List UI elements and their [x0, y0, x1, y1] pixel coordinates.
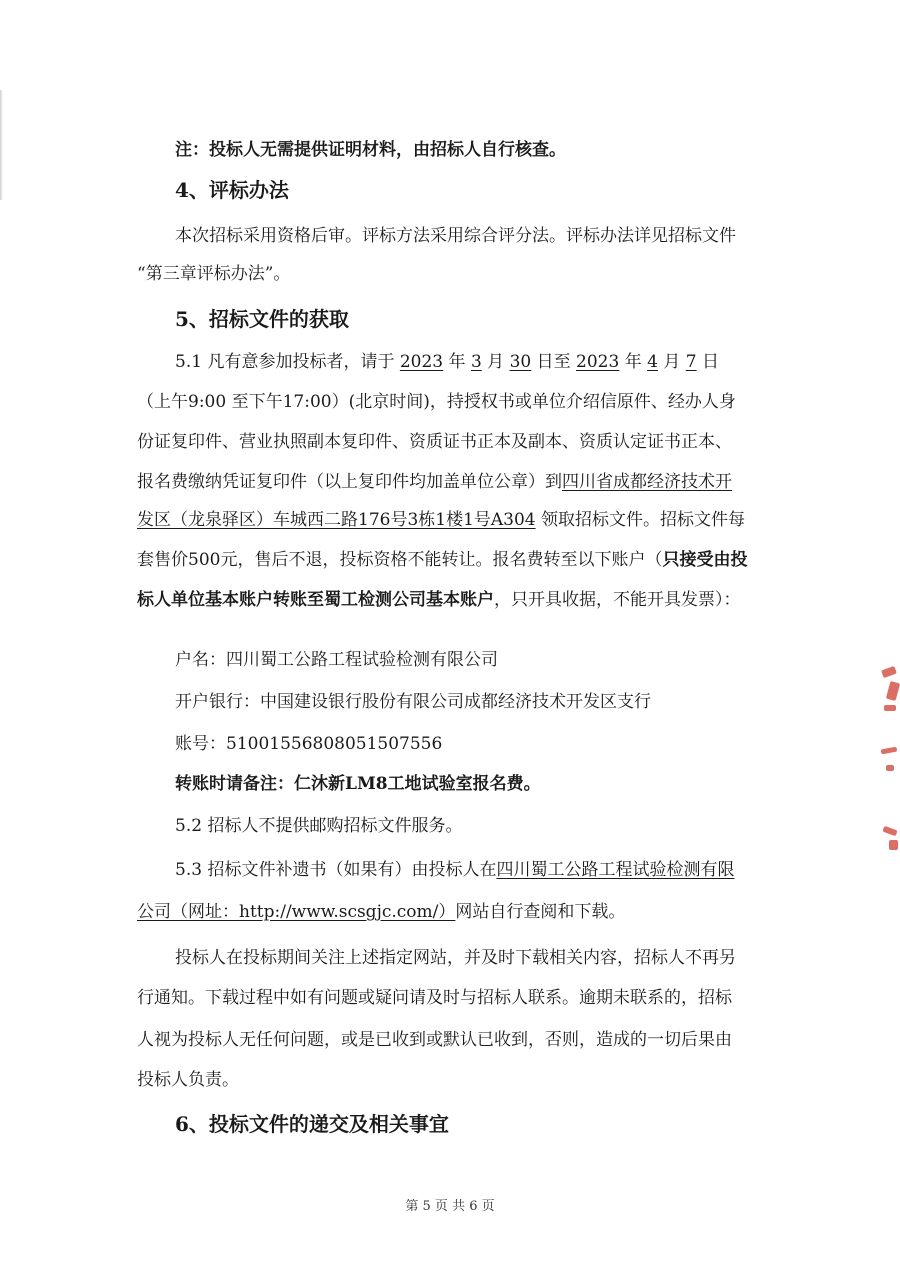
clause-5-2: 5.2 招标人不提供邮购招标文件服务。: [175, 816, 463, 836]
account-number: 账号：51001556808051507556: [175, 734, 443, 754]
clause-5-1-intro: 5.1 凡有意参加投标者，请于: [175, 352, 395, 372]
clause-5-3-line-1: [175, 858, 815, 882]
notice-line-3: 人视为投标人无任何问题，或是已收到或默认已收到，否则，造成的一切后果由: [137, 1030, 732, 1050]
start-year: 2023: [399, 352, 444, 372]
clause-5-1-line-5: [137, 508, 777, 532]
start-day: 30: [509, 352, 532, 372]
scan-edge-shadow: [0, 90, 3, 200]
seal-mark-7: [889, 840, 898, 850]
address-part-1: 四川省成都经济技术开: [562, 472, 732, 492]
day-to-label: 日至: [536, 352, 571, 372]
section-6-heading: 6、投标文件的递交及相关事宜: [175, 1112, 449, 1136]
section-4-line-1: 本次招标采用资格后审。评标方法采用综合评分法。评标办法详见招标文件: [175, 226, 736, 246]
notice-line-1: 投标人在投标期间关注上述指定网站，并及时下载相关内容，招标人不再另: [175, 948, 736, 968]
section-4-line-2: “第三章评标办法”。: [137, 264, 291, 284]
transfer-requirement-part-2: 标人单位基本账户转账至蜀工检测公司基本账户: [137, 590, 494, 610]
clause-5-1-line-4: [137, 470, 777, 494]
address-part-2: 发区（龙泉驿区）车城西二路176号3栋1楼1号A304: [137, 510, 536, 530]
month-label-2: 月: [663, 352, 681, 372]
seal-mark-3: [884, 705, 896, 711]
end-year: 2023: [576, 352, 620, 372]
clause-5-1-line-2: （上午9:00 至下午17:00）(北京时间)，持授权书或单位介绍信原件、经办人身: [137, 392, 736, 412]
end-day: 7: [685, 352, 697, 372]
transfer-remark: 转账时请备注：仁沐新LM8工地试验室报名费。: [175, 774, 541, 794]
seal-mark-1: [881, 666, 897, 678]
clause-5-3-line-2: [137, 900, 777, 924]
month-label-1: 月: [487, 352, 505, 372]
end-month: 4: [647, 352, 658, 372]
company-link-part-1: 四川蜀工公路工程试验检测有限: [496, 860, 735, 880]
clause-5-1-line-1: [175, 350, 815, 374]
clause-5-1-line-4-text: 报名费缴纳凭证复印件（以上复印件均加盖单位公章）到: [137, 472, 562, 492]
notice-line-2: 行通知。下载过程中如有问题或疑问请及时与招标人联系。逾期未联系的，招标: [137, 988, 732, 1008]
clause-5-1-line-6: [137, 548, 777, 572]
account-name: 户名：四川蜀工公路工程试验检测有限公司: [175, 650, 498, 670]
note-no-proof: 注：投标人无需提供证明材料，由招标人自行核查。: [175, 140, 566, 160]
company-website: 公司（网址：http://www.scsgjc.com/）: [137, 902, 456, 922]
clause-5-3-intro: 5.3 招标文件补遗书（如果有）由投标人在: [175, 860, 497, 880]
seal-mark-5: [886, 765, 894, 771]
section-4-heading: 4、评标办法: [175, 178, 289, 202]
bank-name: 开户银行：中国建设银行股份有限公司成都经济技术开发区支行: [175, 692, 651, 712]
seal-mark-4: [881, 747, 898, 755]
receipt-only-note: ，只开具收据，不能开具发票）：: [494, 590, 741, 610]
page-footer: 第 5 页 共 6 页: [405, 1199, 495, 1214]
year-label-2: 年: [624, 352, 642, 372]
day-label-2: 日: [701, 352, 719, 372]
clause-5-1-line-5-text: 领取招标文件。招标文件每: [535, 510, 746, 530]
notice-line-4: 投标人负责。: [137, 1070, 239, 1090]
clause-5-1-line-6-text: 套售价500元，售后不退，投标资格不能转让。报名费转至以下账户（: [137, 550, 663, 570]
clause-5-1-line-7: [137, 588, 777, 612]
clause-5-3-tail: 网站自行查阅和下载。: [455, 902, 626, 922]
year-label-1: 年: [448, 352, 466, 372]
start-month: 3: [470, 352, 482, 372]
transfer-requirement-part-1: 只接受由投: [662, 550, 748, 570]
seal-mark-6: [882, 826, 897, 836]
seal-mark-2: [886, 681, 900, 701]
clause-5-1-line-3: 份证复印件、营业执照副本复印件、资质证书正本及副本、资质认定证书正本、: [137, 432, 732, 452]
section-5-heading: 5、招标文件的获取: [175, 307, 349, 331]
